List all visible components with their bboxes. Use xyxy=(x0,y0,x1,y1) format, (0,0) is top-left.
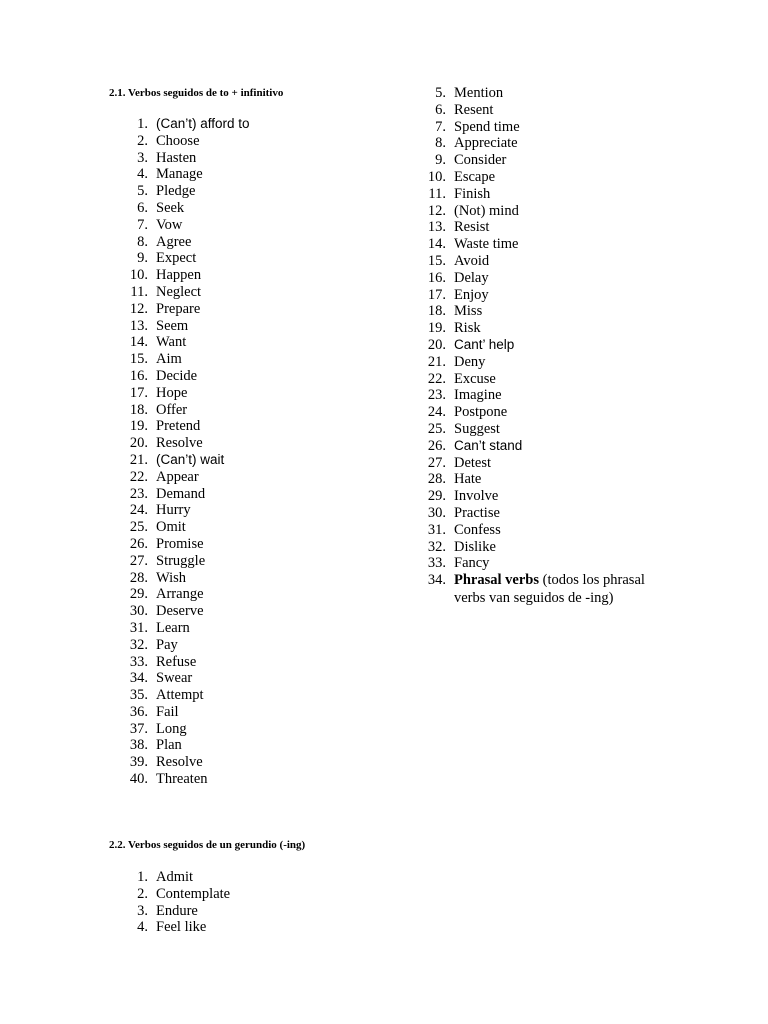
list-item-number: 34. xyxy=(129,670,148,687)
list-item xyxy=(129,418,250,435)
verb-text: Enjoy xyxy=(454,286,489,303)
verb-text: Hurry xyxy=(156,502,191,519)
list-item-number: 39. xyxy=(129,754,148,771)
verb-text: Deny xyxy=(454,353,486,370)
verb-text: Hope xyxy=(156,384,188,401)
verb-text: Refuse xyxy=(156,653,197,670)
list-item xyxy=(129,771,250,788)
list-item-number: 29. xyxy=(427,488,446,505)
verb-text: Manage xyxy=(156,166,203,183)
verb-text: Want xyxy=(156,334,187,351)
verb-text: Detest xyxy=(454,454,492,471)
list-item xyxy=(427,404,522,421)
list-item-number: 24. xyxy=(129,502,148,519)
gerund-verb-list-continued xyxy=(427,85,523,572)
verb-text: Pay xyxy=(156,636,178,653)
list-item-number: 1. xyxy=(137,869,148,885)
verb-text: Admit xyxy=(156,869,194,885)
list-item xyxy=(427,555,522,572)
list-item-number: 32. xyxy=(129,636,148,653)
verb-text: Risk xyxy=(454,320,481,337)
verb-text: Struggle xyxy=(156,552,206,569)
section-heading-gerund: 2.2. Verbos seguidos de un gerundio (-ing) xyxy=(109,839,306,851)
list-item xyxy=(427,521,522,539)
list-item-number: 6. xyxy=(137,199,148,216)
list-item xyxy=(129,754,250,771)
verb-text: Long xyxy=(156,720,187,737)
list-item-number: 31. xyxy=(129,619,148,636)
list-item xyxy=(129,703,250,721)
verb-text: Aim xyxy=(156,351,182,368)
list-item-number: 30. xyxy=(427,504,446,521)
list-item xyxy=(129,468,250,486)
list-item-number: 16. xyxy=(427,269,446,286)
list-item-number: 33. xyxy=(427,555,446,572)
list-item-number: 17. xyxy=(129,384,148,401)
list-item xyxy=(137,183,250,200)
list-item xyxy=(427,454,522,472)
verb-text: Wish xyxy=(156,569,187,586)
list-item xyxy=(427,336,522,354)
list-item-number: 22. xyxy=(427,370,446,387)
list-item xyxy=(427,538,522,556)
verb-text: Expect xyxy=(156,250,197,267)
list-item xyxy=(427,236,522,253)
verb-text: Swear xyxy=(156,670,193,687)
verb-text: Resent xyxy=(454,101,494,118)
list-item xyxy=(427,252,522,270)
verb-text: Can’t stand xyxy=(454,437,523,453)
verb-text: Postpone xyxy=(454,404,508,421)
list-item xyxy=(435,85,522,102)
verb-text: Vow xyxy=(156,216,183,233)
list-item-number: 22. xyxy=(129,468,148,485)
list-item-number: 3. xyxy=(137,149,148,166)
list-item-number: 23. xyxy=(427,387,446,404)
list-item-number: 26. xyxy=(427,437,446,454)
verb-text: Attempt xyxy=(156,687,204,704)
list-item-number: 34. xyxy=(427,572,446,588)
verb-text: Demand xyxy=(156,485,206,502)
list-item-number: 36. xyxy=(129,703,148,720)
list-item-number: 21. xyxy=(427,353,446,370)
list-item xyxy=(129,653,250,671)
list-item xyxy=(427,269,522,287)
list-item xyxy=(129,569,250,587)
list-item-number: 6. xyxy=(435,101,446,118)
list-item xyxy=(129,485,250,503)
list-item xyxy=(129,619,250,637)
verb-text: (Not) mind xyxy=(454,202,519,219)
section-heading-infinitive: 2.1. Verbos seguidos de to + infinitivo xyxy=(109,87,284,99)
list-item-number: 18. xyxy=(427,303,446,320)
list-item xyxy=(137,885,231,903)
list-item xyxy=(428,185,522,203)
verb-text: Promise xyxy=(156,535,204,552)
list-item-number: 27. xyxy=(427,454,446,471)
list-item-number: 25. xyxy=(427,420,446,437)
list-item xyxy=(137,250,250,267)
list-item-number: 18. xyxy=(129,401,148,418)
list-item xyxy=(427,387,522,404)
verb-text: Choose xyxy=(156,132,200,149)
list-item xyxy=(129,451,250,469)
verb-text: Seek xyxy=(156,199,185,216)
list-item xyxy=(129,586,250,603)
verb-text: Pledge xyxy=(156,183,196,200)
list-item-number: 25. xyxy=(129,519,148,536)
verb-text: Offer xyxy=(156,401,188,418)
list-item-number: 5. xyxy=(137,183,148,200)
verb-text: Finish xyxy=(454,185,491,202)
verb-text: Miss xyxy=(454,303,483,320)
phrasal-verbs-note-continued: verbs van seguidos de -ing) xyxy=(454,590,614,606)
list-item-number: 20. xyxy=(427,336,446,353)
list-item-number: 12. xyxy=(129,300,148,317)
list-item xyxy=(427,370,522,388)
list-item xyxy=(427,286,522,304)
list-item-number: 1. xyxy=(137,116,148,132)
list-item-number: 31. xyxy=(427,521,446,538)
verb-text: Decide xyxy=(156,367,198,384)
list-item-number: 40. xyxy=(129,771,148,788)
verb-text: Avoid xyxy=(454,252,490,269)
verb-text: Hate xyxy=(454,471,482,488)
list-item-number: 15. xyxy=(427,252,446,269)
list-item xyxy=(427,437,523,455)
list-item-number: 13. xyxy=(129,317,148,334)
list-item xyxy=(129,300,250,318)
list-item xyxy=(129,603,250,620)
list-item xyxy=(427,488,522,505)
list-item xyxy=(129,401,250,419)
verb-text: Contemplate xyxy=(156,885,231,902)
list-item-number: 17. xyxy=(427,286,446,303)
list-item-number: 9. xyxy=(137,250,148,267)
list-item xyxy=(129,636,250,654)
verb-text: Agree xyxy=(156,233,192,250)
verb-text: Appear xyxy=(156,468,199,485)
list-item xyxy=(435,152,522,169)
list-item xyxy=(427,219,522,236)
list-item xyxy=(427,471,522,488)
verb-text: Confess xyxy=(454,521,501,538)
list-item-number: 35. xyxy=(129,687,148,704)
list-item xyxy=(427,303,522,320)
list-item xyxy=(137,902,230,920)
verb-text: Feel like xyxy=(156,919,207,936)
list-item-number: 8. xyxy=(435,135,446,152)
list-item xyxy=(137,166,250,183)
phrasal-verbs-note: (todos los phrasal xyxy=(538,572,645,588)
list-item xyxy=(435,118,522,136)
list-item xyxy=(129,552,250,570)
list-item xyxy=(137,149,250,167)
phrasal-verbs-item xyxy=(427,571,645,607)
verb-text: Prepare xyxy=(156,300,201,317)
list-item-number: 19. xyxy=(129,418,148,435)
list-item-number: 9. xyxy=(435,152,446,169)
list-item xyxy=(129,502,250,519)
list-item xyxy=(129,334,250,351)
list-item xyxy=(129,737,250,754)
verb-text: Fancy xyxy=(454,555,490,572)
list-item-number: 19. xyxy=(427,320,446,337)
verb-text: Practise xyxy=(454,504,500,521)
list-item xyxy=(427,420,522,438)
verb-text: Mention xyxy=(454,85,504,101)
verb-text: Threaten xyxy=(156,771,208,788)
list-item xyxy=(435,135,522,152)
list-item xyxy=(137,132,250,150)
list-item-number: 10. xyxy=(427,168,446,185)
verb-text: Waste time xyxy=(454,236,519,253)
list-item-number: 30. xyxy=(129,603,148,620)
verb-text: Arrange xyxy=(156,586,204,603)
list-item-number: 23. xyxy=(129,485,148,502)
list-item-number: 2. xyxy=(137,885,148,902)
verb-text: Learn xyxy=(156,619,190,636)
list-item xyxy=(137,116,250,133)
list-item xyxy=(129,384,250,402)
list-item xyxy=(137,199,250,217)
list-item-number: 33. xyxy=(129,653,148,670)
list-item-number: 2. xyxy=(137,132,148,149)
list-item xyxy=(129,435,250,452)
list-item-number: 13. xyxy=(427,219,446,236)
verb-text: Consider xyxy=(454,152,507,169)
list-item-number: 14. xyxy=(427,236,446,253)
list-item xyxy=(129,351,250,368)
list-item xyxy=(129,267,250,284)
list-item xyxy=(427,320,522,337)
list-item-number: 10. xyxy=(129,267,148,284)
verb-text: Resist xyxy=(454,219,490,236)
verb-text: Spend time xyxy=(454,118,520,135)
verb-text: Escape xyxy=(454,168,496,185)
verb-text: Fail xyxy=(156,703,179,720)
list-item xyxy=(129,720,250,738)
list-item-number: 3. xyxy=(137,902,148,919)
list-item xyxy=(129,519,250,536)
verb-text: Seem xyxy=(156,317,189,334)
verb-text: Suggest xyxy=(454,420,500,437)
list-item xyxy=(137,233,250,251)
list-item-number: 28. xyxy=(427,471,446,488)
list-item xyxy=(130,283,250,301)
list-item xyxy=(129,367,250,385)
list-item-number: 11. xyxy=(428,185,446,202)
list-item xyxy=(129,687,250,704)
verb-text: (Can’t) wait xyxy=(156,451,225,467)
list-item xyxy=(435,101,522,119)
list-item xyxy=(427,168,522,186)
list-item xyxy=(137,919,230,936)
list-item-number: 24. xyxy=(427,404,446,421)
verb-text: Deserve xyxy=(156,603,204,620)
verb-text: Imagine xyxy=(454,387,502,404)
list-item-number: 16. xyxy=(129,367,148,384)
list-item-number: 7. xyxy=(435,118,446,135)
verb-text: Pretend xyxy=(156,418,201,435)
verb-text: Dislike xyxy=(454,538,496,555)
verb-text: Happen xyxy=(156,267,202,284)
verb-text: (Can’t) afford to xyxy=(156,116,250,131)
list-item-number: 4. xyxy=(137,919,148,936)
verb-text: Hasten xyxy=(156,149,197,166)
list-item-number: 32. xyxy=(427,538,446,555)
verb-text: Plan xyxy=(156,737,182,754)
list-item-number: 37. xyxy=(129,720,148,737)
verb-text: Cant’ help xyxy=(454,336,515,352)
infinitive-verb-list xyxy=(129,116,250,788)
verb-text: Involve xyxy=(454,488,499,505)
verb-text: Endure xyxy=(156,902,198,919)
list-item xyxy=(137,216,250,234)
phrasal-verbs-label: Phrasal verbs xyxy=(454,572,539,588)
list-item-number: 38. xyxy=(129,737,148,754)
list-item-number: 8. xyxy=(137,233,148,250)
list-item-number: 12. xyxy=(427,202,446,219)
verb-text: Resolve xyxy=(156,754,203,771)
verb-text: Excuse xyxy=(454,370,496,387)
list-item xyxy=(137,869,230,886)
list-item xyxy=(129,317,250,335)
list-item-number: 26. xyxy=(129,535,148,552)
list-item-number: 20. xyxy=(129,435,148,452)
list-item xyxy=(427,202,522,220)
verb-text: Neglect xyxy=(156,283,202,300)
verb-text: Omit xyxy=(156,519,186,536)
list-item-number: 11. xyxy=(130,283,148,300)
list-item xyxy=(129,535,250,553)
list-item-number: 21. xyxy=(129,451,148,468)
verb-text: Appreciate xyxy=(454,135,518,152)
list-item-number: 7. xyxy=(137,216,148,233)
verb-text: Delay xyxy=(454,269,489,286)
list-item-number: 28. xyxy=(129,569,148,586)
list-item xyxy=(427,353,522,371)
list-item-number: 5. xyxy=(435,85,446,101)
list-item-number: 27. xyxy=(129,552,148,569)
list-item-number: 29. xyxy=(129,586,148,603)
list-item-number: 15. xyxy=(129,351,148,368)
list-item xyxy=(427,504,522,522)
list-item-number: 4. xyxy=(137,166,148,183)
gerund-verb-list xyxy=(137,869,231,936)
verb-text: Resolve xyxy=(156,435,203,452)
list-item xyxy=(129,670,250,687)
list-item-number: 14. xyxy=(129,334,148,351)
